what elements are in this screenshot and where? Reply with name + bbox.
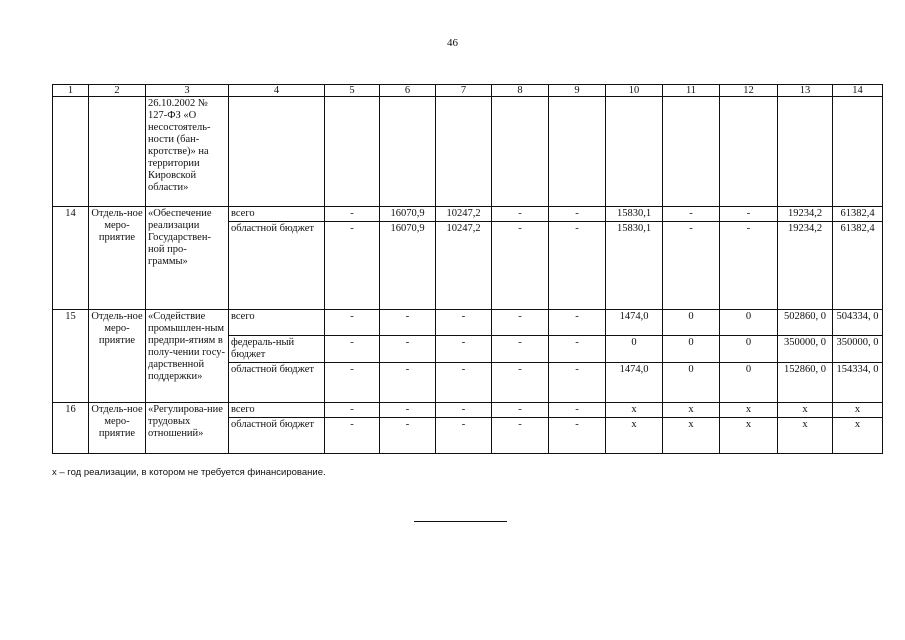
funding-source: всего (229, 207, 325, 222)
value-cell: - (492, 222, 549, 310)
value-cell: х (606, 403, 663, 418)
value-cell: х (778, 403, 833, 418)
table-row (53, 207, 883, 222)
value-cell: 10247,2 (436, 222, 492, 310)
value-cell: - (492, 336, 549, 363)
value-cell: - (663, 207, 720, 222)
item-name: 26.10.2002 № 127-ФЗ «О несостоятель-ности (бан-кротстве)» на территории Кировской области» (146, 97, 229, 207)
value-cell: - (549, 418, 606, 454)
funding-source: областной бюджет (229, 222, 325, 310)
value-cell: - (325, 418, 380, 454)
value-cell: 19234,2 (778, 222, 833, 310)
funding-source: областной бюджет (229, 363, 325, 403)
value-cell: 0 (663, 310, 720, 336)
value-cell: - (549, 403, 606, 418)
column-header: 12 (720, 85, 778, 97)
column-header: 6 (380, 85, 436, 97)
value-cell: х (663, 403, 720, 418)
table-cell (436, 97, 492, 207)
value-cell: - (436, 418, 492, 454)
value-cell: 350000, 0 (833, 336, 883, 363)
funding-source: областной бюджет (229, 418, 325, 454)
value-cell: х (833, 418, 883, 454)
value-cell: х (663, 418, 720, 454)
value-cell: - (325, 207, 380, 222)
value-cell: - (380, 418, 436, 454)
value-cell: - (720, 207, 778, 222)
page-number: 46 (447, 37, 458, 49)
item-number: 16 (53, 403, 89, 454)
value-cell: - (720, 222, 778, 310)
column-header: 4 (229, 85, 325, 97)
table-cell (229, 97, 325, 207)
table-cell (778, 97, 833, 207)
column-header: 13 (778, 85, 833, 97)
value-cell: - (325, 336, 380, 363)
value-cell: х (606, 418, 663, 454)
value-cell: - (492, 310, 549, 336)
value-cell: х (720, 403, 778, 418)
value-cell: 16070,9 (380, 222, 436, 310)
value-cell: 152860, 0 (778, 363, 833, 403)
column-header: 10 (606, 85, 663, 97)
value-cell: 1474,0 (606, 310, 663, 336)
value-cell: 0 (720, 363, 778, 403)
value-cell: 0 (720, 336, 778, 363)
value-cell: 61382,4 (833, 222, 883, 310)
value-cell: - (325, 310, 380, 336)
value-cell: х (720, 418, 778, 454)
footnote: х – год реализации, в котором не требуется финансирование. (52, 467, 326, 478)
column-header: 1 (53, 85, 89, 97)
value-cell: 350000, 0 (778, 336, 833, 363)
table-row (53, 310, 883, 336)
funding-source: федераль-ный бюджет (229, 336, 325, 363)
table-cell (325, 97, 380, 207)
column-header: 9 (549, 85, 606, 97)
item-number: 14 (53, 207, 89, 310)
value-cell: - (325, 222, 380, 310)
value-cell: - (325, 363, 380, 403)
funding-table (52, 84, 883, 454)
value-cell: 154334, 0 (833, 363, 883, 403)
value-cell: - (380, 336, 436, 363)
value-cell: х (778, 418, 833, 454)
column-header: 8 (492, 85, 549, 97)
value-cell: - (380, 403, 436, 418)
value-cell: 0 (720, 310, 778, 336)
value-cell: х (833, 403, 883, 418)
value-cell: - (436, 363, 492, 403)
value-cell: 0 (663, 336, 720, 363)
funding-source: всего (229, 310, 325, 336)
table-cell (663, 97, 720, 207)
value-cell: - (549, 363, 606, 403)
column-header: 7 (436, 85, 492, 97)
table-cell (549, 97, 606, 207)
value-cell: 502860, 0 (778, 310, 833, 336)
value-cell: - (380, 310, 436, 336)
value-cell: 0 (606, 336, 663, 363)
item-name: «Регулирова-ние трудовых отношений» (146, 403, 229, 454)
value-cell: - (436, 403, 492, 418)
table-row (53, 403, 883, 418)
value-cell: 19234,2 (778, 207, 833, 222)
value-cell: - (549, 336, 606, 363)
value-cell: - (492, 403, 549, 418)
value-cell: - (492, 207, 549, 222)
value-cell: - (436, 310, 492, 336)
header-row (53, 85, 883, 97)
value-cell: 504334, 0 (833, 310, 883, 336)
funding-source: всего (229, 403, 325, 418)
value-cell: - (549, 310, 606, 336)
value-cell: 16070,9 (380, 207, 436, 222)
end-rule-divider (414, 521, 507, 522)
item-type: Отдель-ное меро-приятие (89, 310, 146, 403)
table-cell (606, 97, 663, 207)
table-cell (89, 97, 146, 207)
column-header: 3 (146, 85, 229, 97)
value-cell: - (492, 363, 549, 403)
value-cell: 0 (663, 363, 720, 403)
item-number: 15 (53, 310, 89, 403)
value-cell: 10247,2 (436, 207, 492, 222)
value-cell: 1474,0 (606, 363, 663, 403)
item-name: «Содействие промышлен-ным предпри-ятиям в полу-чении госу-дарственной поддержки» (146, 310, 229, 403)
item-type: Отдель-ное меро-приятие (89, 207, 146, 310)
value-cell: - (325, 403, 380, 418)
value-cell: 15830,1 (606, 207, 663, 222)
value-cell: - (492, 418, 549, 454)
continuation-row (53, 97, 883, 207)
column-header: 5 (325, 85, 380, 97)
item-type: Отдель-ное меро-приятие (89, 403, 146, 454)
item-name: «Обеспечение реализации Государствен-ной про-граммы» (146, 207, 229, 310)
value-cell: - (663, 222, 720, 310)
table-cell (380, 97, 436, 207)
column-header: 11 (663, 85, 720, 97)
table-cell (492, 97, 549, 207)
value-cell: - (436, 336, 492, 363)
value-cell: - (549, 222, 606, 310)
value-cell: 61382,4 (833, 207, 883, 222)
column-header: 14 (833, 85, 883, 97)
value-cell: - (380, 363, 436, 403)
table-cell (833, 97, 883, 207)
value-cell: 15830,1 (606, 222, 663, 310)
value-cell: - (549, 207, 606, 222)
table-cell (720, 97, 778, 207)
column-header: 2 (89, 85, 146, 97)
table-cell (53, 97, 89, 207)
